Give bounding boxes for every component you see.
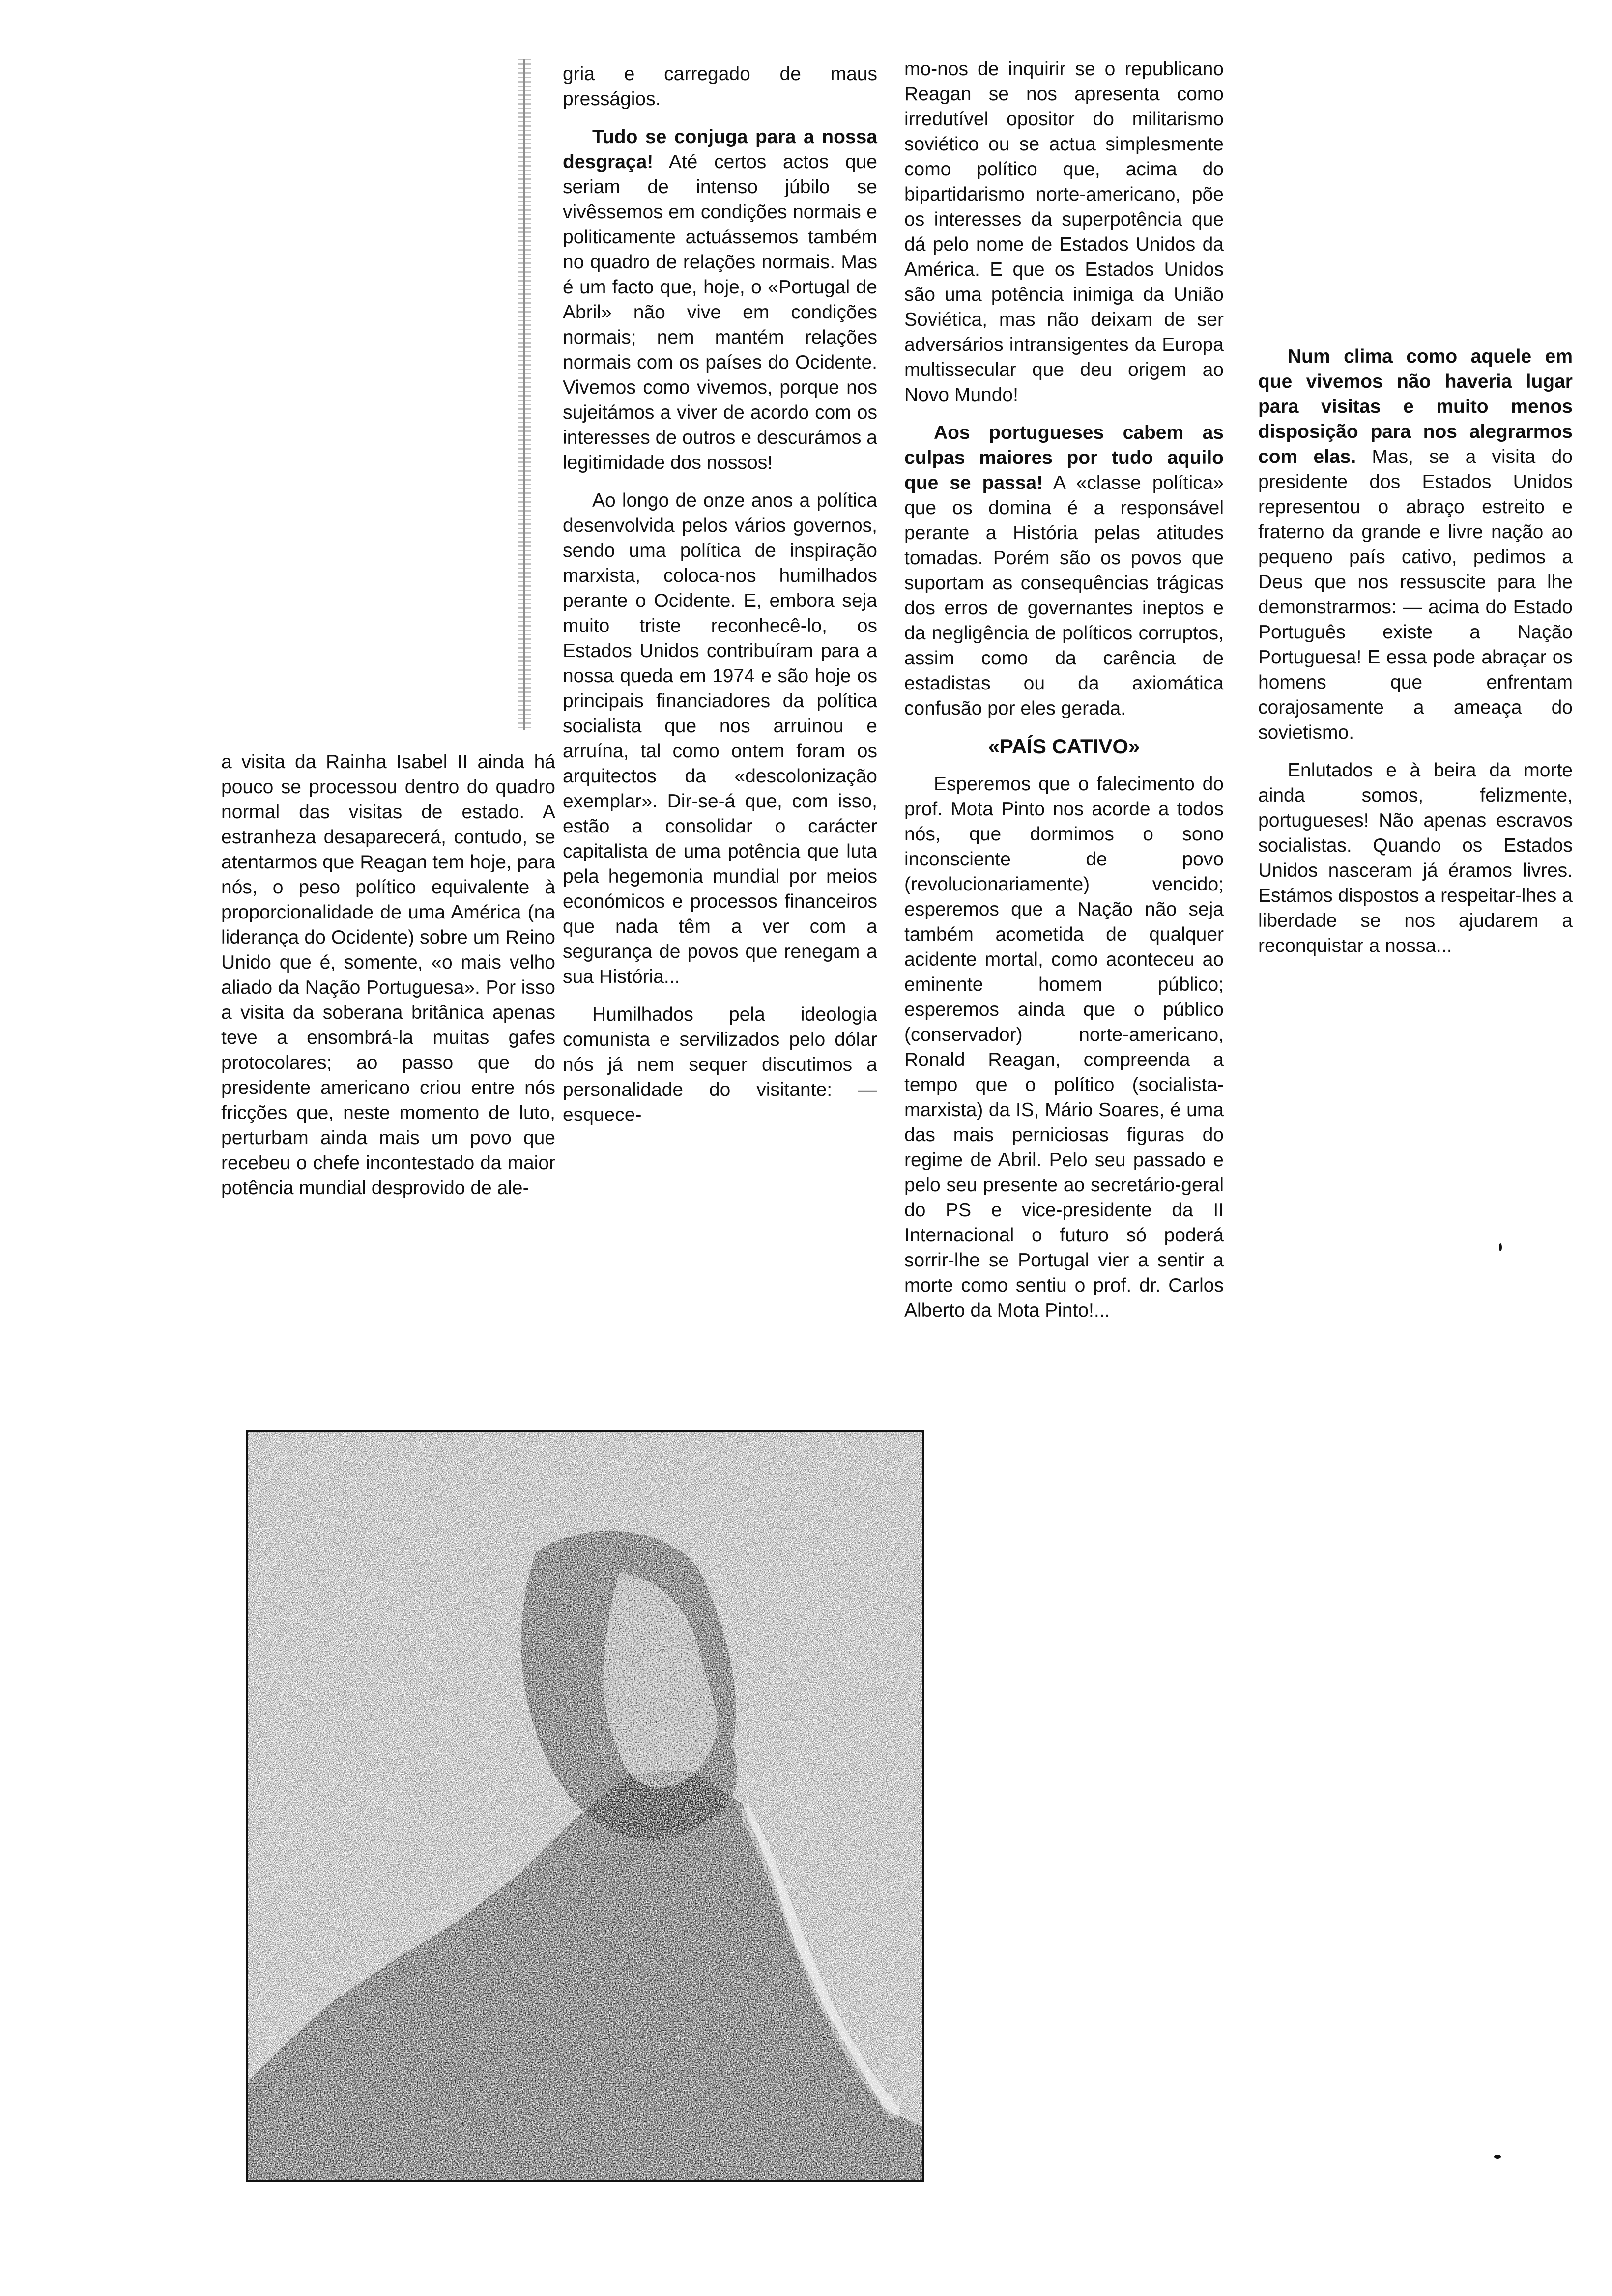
col3-paragraph-3: Esperemos que o falecimento do prof. Mota Pinto nos acorde a todos nós, que dormimos o sono inconsciente de povo (revolucionariamente) vencido; esperemos que a Nação não seja também acometida de qualquer acidente mortal, como aconteceu ao eminente homem público; esperemos ainda que o público (conservador) norte-americano, Ronald Reagan, compreenda a tempo que o político (socialista-marxista) da IS, Mário Soares, é uma das mais perniciosas figuras do regime de Abril. Pelo seu passado e pelo seu presente ao secretário-geral do PS e vice-presidente da II Internacional o futuro só poderá sorrir-lhe se Portugal vier a sentir a morte como sentiu o prof. dr. Carlos Alberto da Mota Pinto!...: [904, 774, 1224, 1321]
col4-paragraph-1-body: Mas, se a visita do presidente dos Estados Unidos representou o abraço estreito e fraterno da grande e livre nação ao pequeno país cativo, pedimos a Deus que nos ressuscite para lhe demonstrarmos: — acima do Estado Português existe a Nação Portuguesa! E essa pode abraçar os homens que enfrentam corajosamente a ameaça do sovietismo.: [1258, 446, 1573, 743]
col2-paragraph-2-lead: Tudo se conjuga para a nossa desgraça!: [563, 126, 877, 172]
ink-speck: [1494, 2155, 1501, 2159]
col2-paragraph-2: [563, 124, 877, 475]
section-heading: «PAÍS CATIVO»: [988, 735, 1140, 758]
page-fold-shadow: [518, 59, 531, 730]
ink-speck: [1499, 1243, 1502, 1251]
col3-paragraph-2: [904, 420, 1224, 721]
col2-paragraph-4: Humilhados pela ideologia comunista e servilizados pelo dólar nós já nem sequer discutimos a personalidade do visitante: — esquece-: [563, 1004, 877, 1125]
col2-paragraph-1: gria e carregado de maus presságios.: [563, 63, 877, 110]
portrait-photo: [246, 1430, 924, 2182]
col4-paragraph-2: Enlutados e à beira da morte ainda somos, felizmente, portugueses! Não apenas escravos socialistas. Quando os Estados Unidos nasceram já éramos livres. Estámos dispostos a respeitar-lhes a liberdade se nos ajudarem a reconquistar a nossa...: [1258, 760, 1573, 956]
col4-paragraph-1: [1258, 344, 1573, 745]
col3-paragraph-2-lead: Aos portugueses cabem as culpas maiores por tudo aquilo que se passa!: [904, 422, 1224, 493]
column-1: [221, 749, 555, 1213]
col1-paragraph-1: a visita da Rainha Isabel II ainda há pouco se processou dentro do quadro normal das visitas de estado. A estranheza desaparecerá, contudo, se atentarmos que Reagan tem hoje, para nós, o peso político equivalente à proporcionalidade de uma América (na liderança do Ocidente) sobre um Reino Unido que é, somente, «o mais velho aliado da Nação Portuguesa». Por isso a visita da soberana britânica apenas teve a ensombrá-la muitas gafes protocolares; ao passo que do presidente americano criou entre nós fricções que, neste momento de luto, perturbam ainda mais um povo que recebeu o chefe incontestado da maior potência mundial desprovido de ale-: [221, 751, 555, 1199]
col4-paragraph-1-lead: Num clima como aquele em que vivemos não haveria lugar para visitas e muito menos disposição para nos alegrarmos com elas.: [1258, 346, 1573, 467]
col3-paragraph-1: mo-nos de inquirir se o republicano Reagan se nos apresenta como irredutível opositor do militarismo soviético ou se actua simplesmente como político que, acima do bipartidarismo norte-americano, põe os interesses da superpotência que dá pelo nome de Estados Unidos da América. E que os Estados Unidos são uma potência inimiga da União Soviética, mas não deixam de ser adversários intransigentes da Europa multissecular que deu origem ao Novo Mundo!: [904, 58, 1224, 405]
col2-paragraph-3: Ao longo de onze anos a política desenvolvida pelos vários governos, sendo uma política de inspiração marxista, coloca-nos humilhados perante o Ocidente. E, embora seja muito triste reconhecê-lo, os Estados Unidos contribuíram para a nossa queda em 1974 e são hoje os principais financiadores da política socialista que nos arruinou e arruína, tal como ontem foram os arquitectos da «descolonização exemplar». Dir-se-á que, com isso, estão a consolidar o carácter capitalista de uma potência que luta pela hegemonia mundial por meios económicos e processos financeiros que nada têm a ver com a segurança de povos que renegam a sua História...: [563, 490, 877, 987]
col3-paragraph-2-body: A «classe política» que os domina é a responsável perante a História pelas atitudes tomadas. Porém são os povos que suportam as consequências trágicas dos erros de governantes ineptos e da negligência de políticos corruptos, assim como da carência de estadistas ou da axiomática confusão por eles gerada.: [904, 472, 1224, 719]
column-3: [904, 57, 1224, 1336]
col2-paragraph-2-body: Até certos actos que seriam de intenso júbilo se vivêssemos em condições normais e politicamente actuássemos também no quadro de relações normais. Mas é um facto que, hoje, o «Portugal de Abril» não vive em condições normais; nem mantém relações normais com os países do Ocidente. Vivemos como vivemos, porque nos sujeitámos a viver de acordo com os interesses de outros e descurámos a legitimidade dos nossos!: [563, 151, 877, 473]
column-2: [563, 61, 877, 1140]
column-4: [1258, 344, 1573, 971]
portrait-photo-image: [246, 1430, 924, 2182]
